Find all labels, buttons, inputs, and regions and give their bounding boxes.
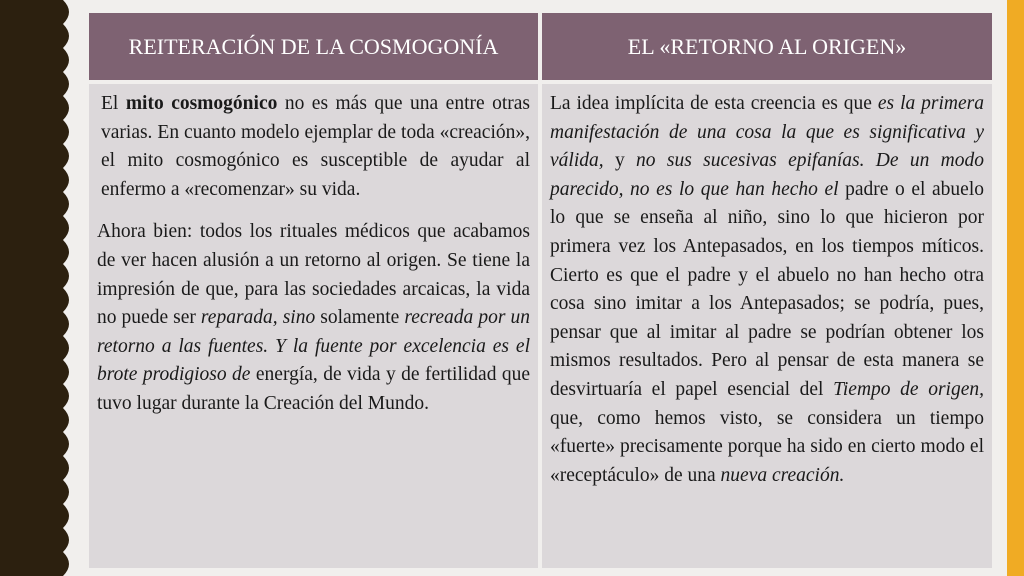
wavy-edge-decoration: [55, 0, 79, 576]
cell-cosmogonia-text: [89, 84, 538, 568]
header-reiteracion: REITERACIÓN DE LA COSMOGONÍA: [89, 13, 538, 80]
cell-retorno-text: [542, 84, 992, 568]
right-paragraph: La idea implícita de esta creencia es que es la primera manifestación de una cosa la que es significativa y válida, y no sus sucesivas epifanías. De un modo parecido, no es lo que han hecho el padre o el abuelo lo que se enseña al niño, sino lo que hicieron por primera vez los Antepasados, en los tiempos míticos. Cierto es que el padre y el abuelo no han hecho otra cosa sino imitar a los Antepasados; se podría, pues, pensar que al imitar al padre se podrían obtener los mismos resultados. Pero al pensar de esta manera se desvirtuaría el papel esencial del Tiempo de origen, que, como hemos visto, se considera un tiempo «fuerte» precisamente porque ha sido en cierto modo el «receptáculo» de una nueva creación.: [550, 93, 985, 486]
left-decorative-strip: [0, 0, 62, 576]
comparison-table: [89, 13, 992, 568]
right-accent-bar: [1007, 0, 1024, 576]
header-retorno: EL «RETORNO AL ORIGEN»: [542, 13, 992, 80]
left-paragraph-1: El mito cosmogónico no es más que una entre otras varias. En cuanto modelo ejemplar de toda «creación», el mito cosmogónico es susceptible de ayudar al enfermo a «recomenzar» su vida.: [101, 93, 531, 200]
left-paragraph-2: Ahora bien: todos los rituales médicos que acabamos de ver hacen alusión a un retorno al origen. Se tiene la impresión de que, para las sociedades arcaicas, la vida no puede ser reparada, sino solamente recreada por un retorno a las fuentes. Y la fuente por excelencia es el brote prodigioso de energía, de vida y de fertilidad que tuvo lugar durante la Creación del Mundo.: [97, 221, 531, 414]
bold-mito-cosmogonico: mito cosmogónico: [125, 93, 278, 114]
